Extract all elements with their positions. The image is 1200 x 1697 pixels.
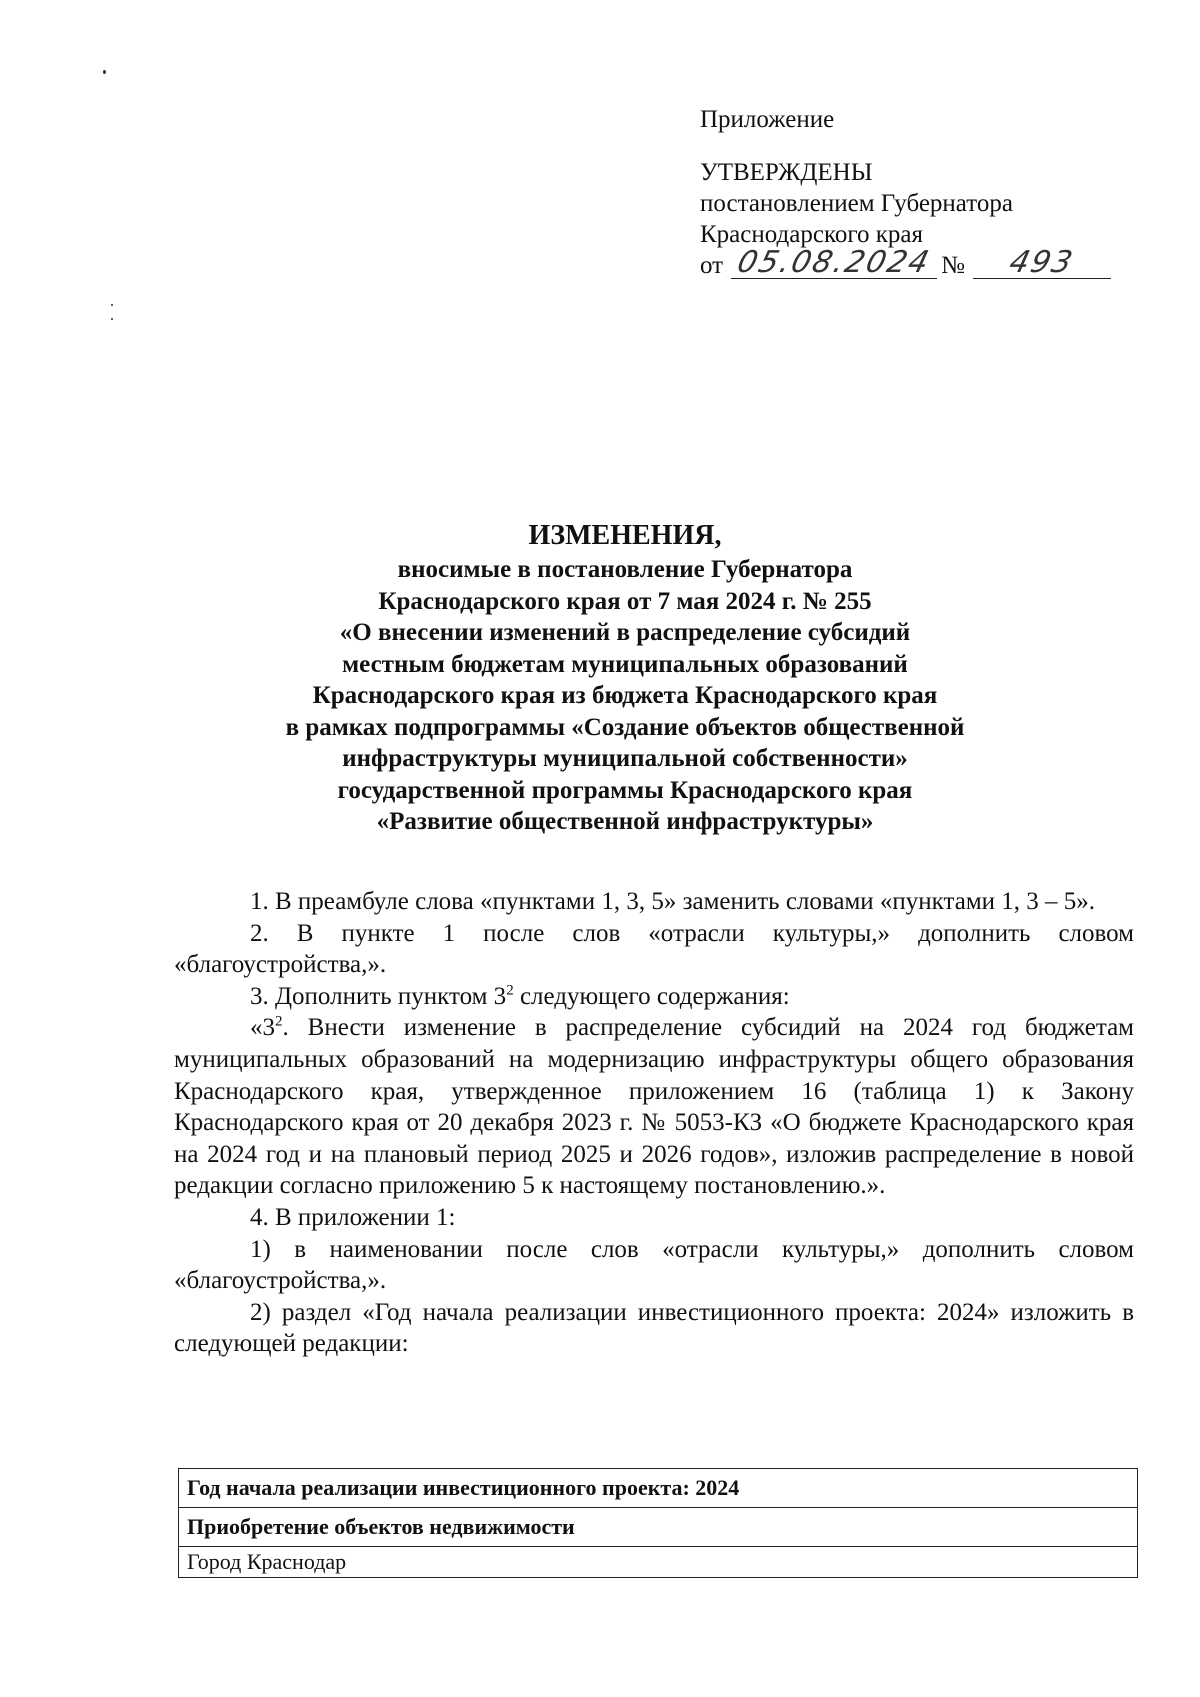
title-line: «Развитие общественной инфраструктуры» [376, 808, 874, 835]
title-line: местным бюджетам муниципальных образований [342, 650, 908, 678]
title-line: в рамках подпрограммы «Создание объектов общественной [285, 713, 965, 741]
table-row [179, 1469, 1138, 1508]
paragraph-3-end: следующего содержания: [513, 982, 790, 1010]
table-row [179, 1508, 1138, 1547]
paragraph-2: 2. В пункте 1 после слов «отрасли культуры,» дополнить словом «благоустройства,». [174, 919, 1134, 979]
scan-speck [111, 304, 113, 306]
approval-date-line [700, 245, 1111, 281]
handwritten-number-text: 493 [1006, 245, 1079, 280]
superscript: 2 [275, 1014, 283, 1031]
title-heading: ИЗМЕНЕНИЯ, [528, 520, 722, 551]
table-cell: Город Краснодар [179, 1547, 1138, 1578]
approved-label: УТВЕРЖДЕНЫ [700, 159, 873, 186]
title-line: «О внесении изменений в распределение субсидий [339, 619, 911, 646]
approval-line-1: постановлением Губернатора [700, 190, 1013, 217]
table-cell: Приобретение объектов недвижимости [179, 1508, 1138, 1547]
superscript: 2 [506, 982, 514, 999]
paragraph-6: 1) в наименовании после слов «отрасли культуры,» дополнить словом «благоустройства,». [174, 1235, 1134, 1295]
title-line: инфраструктуры муниципальной собственности» [342, 745, 908, 772]
title-line: Краснодарского края от 7 мая 2024 г. № 255 [378, 587, 872, 615]
paragraph-3 [174, 981, 1134, 1013]
handwritten-date-text: 05.08.2024 [733, 245, 935, 280]
paragraph-4-end: . Внести изменение в распределение субсидий на 2024 год бюджетам муниципальных образований на модернизацию инфраструктуры общего образования Краснодарского края, утвержденное приложением 16 (таблица 1) к Закону Краснодарского края от 20 декабря 2023 г. № 5053-КЗ «О бюджете Краснодарского края на 2024 год и на плановый период 2025 и 2026 годов», изложив распределение в новой редакции согласно приложению 5 к настоящему постановлению.». [174, 1014, 1134, 1200]
document-title [175, 518, 1075, 838]
paragraph-1: 1. В преамбуле слова «пунктами 1, 3, 5» заменить словами «пунктами 1, 3 – 5». [250, 888, 1096, 915]
table-row [179, 1547, 1138, 1578]
scan-speck [103, 70, 106, 74]
from-label: от [700, 252, 724, 279]
paragraph-4 [174, 1012, 1134, 1202]
paragraph-4-start: «3 [250, 1014, 275, 1042]
table-cell: Год начала реализации инвестиционного проекта: 2024 [179, 1469, 1138, 1508]
title-line: вносимые в постановление Губернатора [397, 556, 853, 583]
approval-block [700, 104, 1111, 281]
title-line: государственной программы Краснодарского края [337, 776, 913, 804]
investment-table [178, 1468, 1138, 1578]
appendix-label: Приложение [700, 106, 835, 133]
approval-line-2: Краснодарского края [700, 221, 923, 248]
paragraph-5: 4. В приложении 1: [250, 1203, 456, 1231]
number-sign: № [941, 252, 965, 279]
paragraph-7: 2) раздел «Год начала реализации инвестиционного проекта: 2024» изложить в следующей редакции: [174, 1298, 1134, 1358]
title-line: Краснодарского края из бюджета Краснодарского края [312, 682, 938, 709]
handwritten-date [731, 245, 937, 280]
document-body [174, 886, 1134, 1360]
scan-speck [111, 318, 113, 320]
paragraph-3-start: 3. Дополнить пунктом 3 [250, 982, 507, 1010]
handwritten-number [973, 245, 1111, 280]
